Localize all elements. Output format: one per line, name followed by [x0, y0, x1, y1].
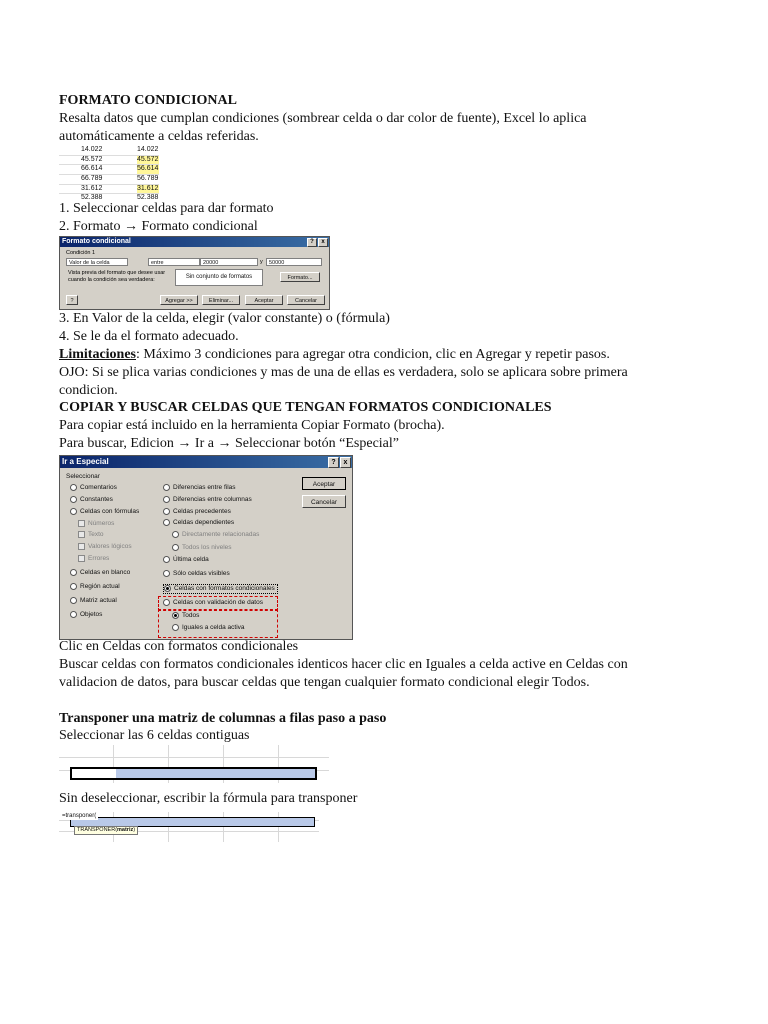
formula-screenshot — [59, 812, 319, 842]
option-diferencias-filas[interactable]: Diferencias entre filas — [163, 484, 236, 492]
check-errores[interactable]: Errores — [78, 555, 109, 563]
heading-transponer: Transponer una matriz de columnas a filas paso a paso — [59, 711, 387, 726]
limitations-label: Limitaciones — [59, 347, 136, 362]
cancel-button[interactable]: Cancelar — [287, 295, 325, 305]
table-row: 14.022 14.022 — [59, 146, 159, 156]
heading-copiar-buscar: COPIAR Y BUSCAR CELDAS QUE TENGAN FORMATOS CONDICIONALES — [59, 400, 552, 415]
help-button[interactable]: ? — [66, 295, 78, 305]
option-iguales-celda-activa[interactable]: Iguales a celda activa — [172, 624, 245, 632]
accept-button[interactable]: Aceptar — [302, 477, 346, 490]
condition-label: Condición 1 — [66, 250, 96, 256]
table-row: 31.612 31.612 — [59, 185, 159, 195]
formato-condicional-dialog — [59, 236, 330, 310]
close-icon[interactable]: x — [318, 238, 328, 247]
delete-button[interactable]: Eliminar... — [202, 295, 240, 305]
option-formatos-condicionales[interactable]: Celdas con formatos condicionales — [163, 584, 278, 594]
and-label: y — [260, 259, 263, 265]
help-icon[interactable]: ? — [328, 457, 339, 468]
limitations-line: Limitaciones: Máximo 3 condiciones para agregar otra condicion, clic en Agregar y repetir pasos. — [59, 347, 610, 362]
preview-caption: Vista previa del formato que desee usar cuando la condición sea verdadera: — [68, 270, 166, 283]
search-line: Para buscar, Edicion → Ir a → Seleccionar botón “Especial” — [59, 436, 399, 451]
step-4: 4. Se le da el formato adecuado. — [59, 329, 239, 344]
option-validacion-datos[interactable]: Celdas con validación de datos — [163, 599, 263, 607]
option-objetos[interactable]: Objetos — [70, 611, 102, 619]
value2-input[interactable]: 50000 — [266, 258, 322, 266]
selected-range — [70, 767, 317, 780]
table-row: 45.572 45.572 — [59, 156, 159, 166]
option-celdas-precedentes[interactable]: Celdas precedentes — [163, 508, 231, 516]
step-2: 2. Formato → Formato condicional — [59, 219, 258, 234]
option-todos[interactable]: Todos — [172, 612, 199, 620]
format-button[interactable]: Formato... — [280, 272, 320, 282]
find-line1: Buscar celdas con formatos condicionales identicos hacer clic en Iguales a celda active en Celdas con — [59, 657, 628, 672]
ojo-line2: condicion. — [59, 383, 118, 398]
option-solo-visibles[interactable]: Sólo celdas visibles — [163, 570, 230, 578]
select-group-label: Seleccionar — [66, 473, 100, 480]
arrow-icon: → — [217, 436, 232, 451]
arrow-icon: → — [123, 219, 138, 234]
dialog-title-bar: Ir a Especial ? x — [60, 456, 352, 468]
ir-a-especial-dialog — [59, 455, 353, 640]
copy-line: Para copiar está incluido en la herramienta Copiar Formato (brocha). — [59, 418, 445, 433]
click-instruction: Clic en Celdas con formatos condicionales — [59, 639, 299, 654]
step-3: 3. En Valor de la celda, elegir (valor constante) o (fórmula) — [59, 311, 390, 326]
option-constantes[interactable]: Constantes — [70, 496, 113, 504]
function-tooltip: TRANSPONER(matriz) — [74, 826, 138, 835]
help-icon[interactable]: ? — [307, 238, 317, 247]
check-texto[interactable]: Texto — [78, 531, 104, 539]
option-comentarios[interactable]: Comentarios — [70, 484, 117, 492]
arrow-icon: → — [177, 436, 192, 451]
condition-type-select[interactable]: Valor de la celda — [66, 258, 128, 266]
intro-text-line2: automáticamente a celdas referidas. — [59, 129, 259, 144]
option-directamente-relacionadas[interactable]: Directamente relacionadas — [172, 531, 259, 539]
ojo-line1: OJO: Si se plica varias condiciones y mas de una de ellas es verdadera, solo se aplicara sobre primera — [59, 365, 628, 380]
heading-formato-condicional: FORMATO CONDICIONAL — [59, 93, 237, 108]
option-diferencias-columnas[interactable]: Diferencias entre columnas — [163, 496, 252, 504]
selected-cells-screenshot — [59, 745, 329, 783]
intro-text-line1: Resalta datos que cumplan condiciones (sombrear celda o dar color de fuente), Excel lo aplica — [59, 111, 587, 126]
option-todos-niveles[interactable]: Todos los niveles — [172, 544, 232, 552]
option-celdas-dependientes[interactable]: Celdas dependientes — [163, 519, 234, 527]
option-region-actual[interactable]: Región actual — [70, 583, 120, 591]
dialog-title-bar: Formato condicional ? x — [60, 237, 329, 247]
close-icon[interactable]: x — [340, 457, 351, 468]
check-valores-logicos[interactable]: Valores lógicos — [78, 543, 132, 551]
accept-button[interactable]: Aceptar — [245, 295, 283, 305]
highlight-todos-iguales-box — [158, 609, 278, 638]
find-line2: validacion de datos, para buscar celdas que tengan cualquier formato condicional elegir Todos. — [59, 675, 590, 690]
formula-text: =transponer( — [62, 813, 97, 819]
step-1: 1. Seleccionar celdas para dar formato — [59, 201, 274, 216]
formula-instruction: Sin deseleccionar, escribir la fórmula para transponer — [59, 791, 358, 806]
option-matriz-actual[interactable]: Matriz actual — [70, 597, 117, 605]
value1-input[interactable]: 20000 — [200, 258, 258, 266]
number-table-screenshot — [59, 146, 159, 199]
check-numeros[interactable]: Números — [78, 520, 114, 528]
table-row: 66.614 56.614 — [59, 165, 159, 175]
table-row: 66.789 56.789 — [59, 175, 159, 185]
table-row: 52.388 52.388 — [59, 194, 159, 199]
option-ultima-celda[interactable]: Última celda — [163, 556, 209, 564]
add-button[interactable]: Agregar >> — [160, 295, 198, 305]
cancel-button[interactable]: Cancelar — [302, 495, 346, 508]
format-preview: Sin conjunto de formatos — [175, 269, 263, 286]
select-instruction: Seleccionar las 6 celdas contiguas — [59, 728, 250, 743]
option-celdas-blanco[interactable]: Celdas en blanco — [70, 569, 130, 577]
option-celdas-formulas[interactable]: Celdas con fórmulas — [70, 508, 139, 516]
operator-select[interactable]: entre — [148, 258, 200, 266]
